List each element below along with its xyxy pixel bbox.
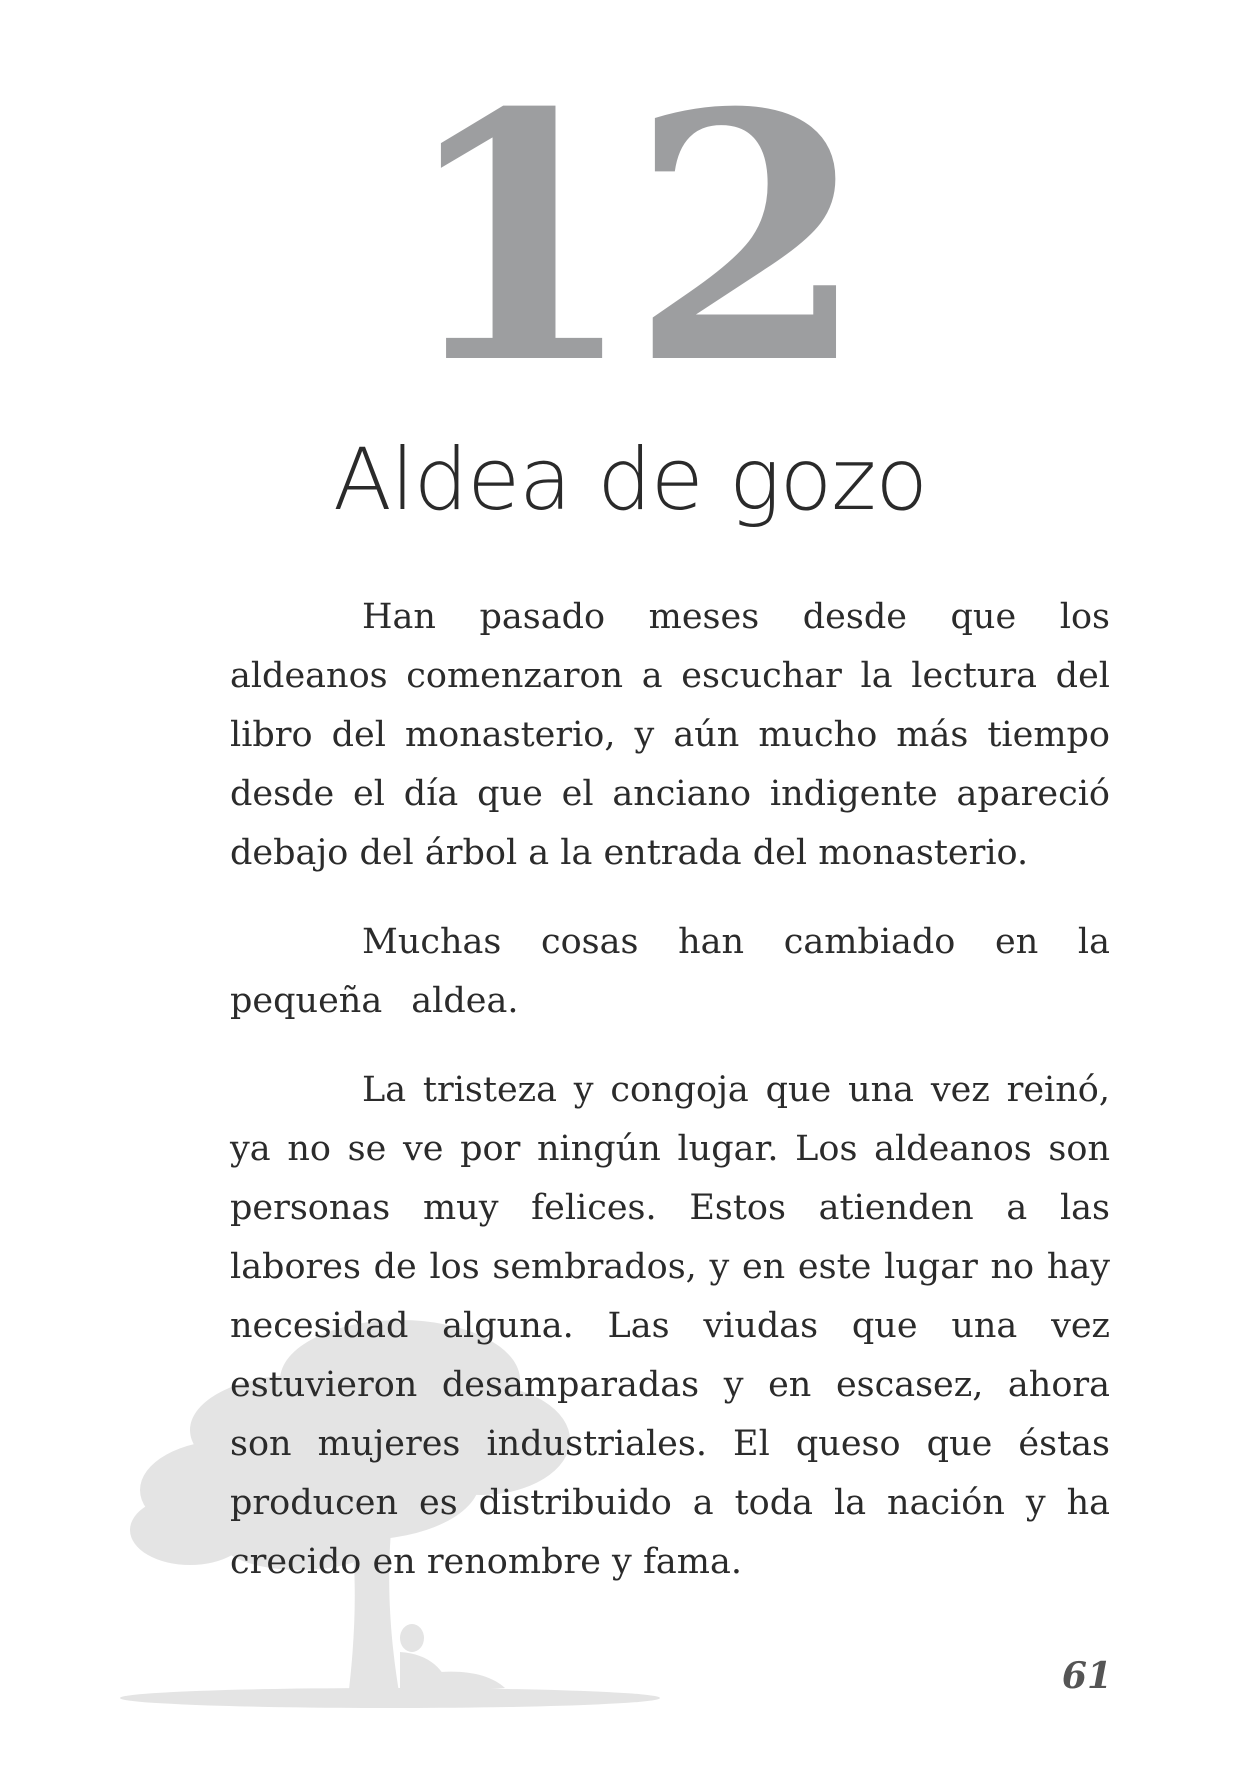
paragraph-1: Han pasado meses desde que los aldeanos comenzaron a escuchar la lectura del libro del monasterio, y aún mucho más tiempo desde el día que el anciano indigente apareció debajo del árbol a la entrada del monasterio. [230,597,1110,873]
chapter-title: Aldea de gozo [332,430,928,530]
page-number: 61 [1061,1655,1112,1697]
body-text [230,588,1110,1622]
paragraph-2: Muchas cosas han cambiado en la pequeña aldea. [230,922,1110,1021]
chapter-number: 12 [399,40,861,439]
paragraph-3: La tristeza y congoja que una vez reinó, ya no se ve por ningún lugar. Los aldeanos son personas muy felices. Estos atienden a las labores de los sembrados, y en este lugar no hay necesidad alguna. Las viudas que una vez estuvieron desamparadas y en escasez, ahora son mujeres industriales. El queso que éstas producen es distribuido a toda la nación y ha crecido en renombre y fama. [230,1070,1110,1582]
